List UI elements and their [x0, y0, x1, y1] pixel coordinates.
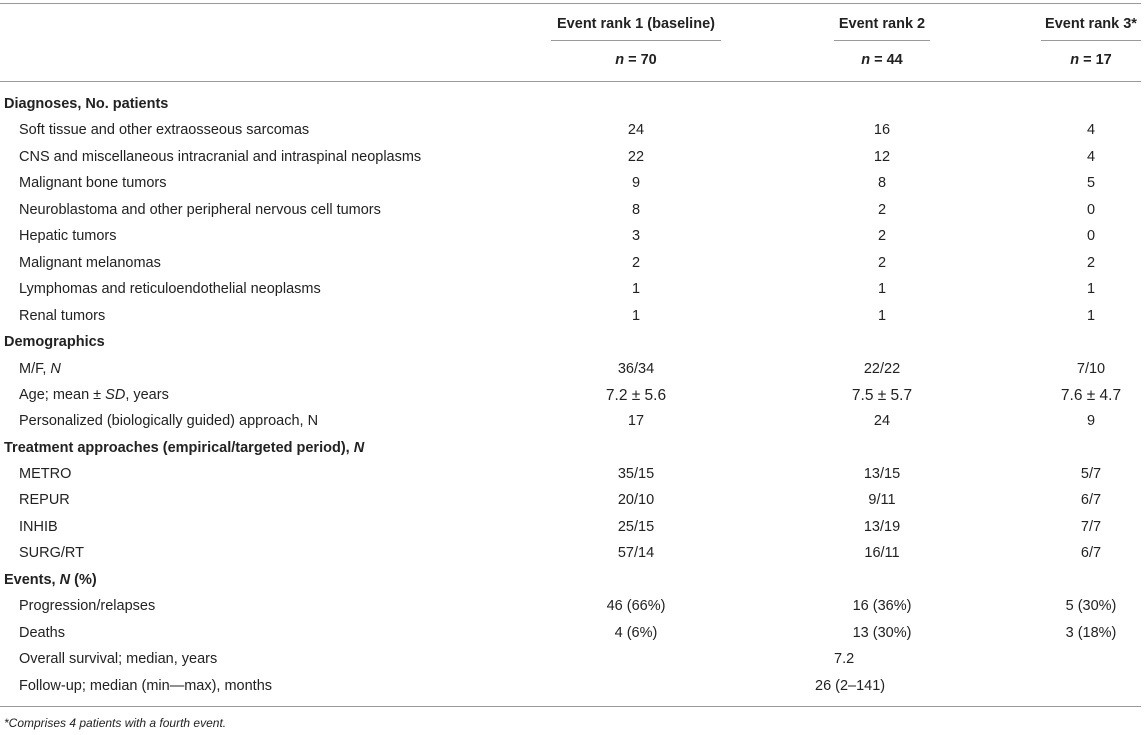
- cell-rank-2: 16: [873, 122, 891, 138]
- cell-rank-1: 8: [631, 202, 641, 218]
- cell-rank-1: 24: [627, 122, 645, 138]
- cell-rank-3: 4: [1086, 122, 1096, 138]
- row-label: Age; mean ± SD, years: [19, 387, 169, 403]
- row-label: Overall survival; median, years: [19, 651, 218, 667]
- row-label: Malignant melanomas: [19, 255, 161, 271]
- cell-rank-1: 36/34: [617, 361, 655, 377]
- cell-rank-1: 1: [631, 281, 641, 297]
- section-title: Demographics: [4, 334, 105, 350]
- table-row: [0, 308, 1141, 334]
- cell-rank-2: 22/22: [863, 361, 901, 377]
- section-treatment: [0, 440, 1141, 466]
- table-top-rule: [0, 3, 1141, 4]
- cell-rank-3: 6/7: [1080, 545, 1102, 561]
- cell-rank-1: 17: [627, 413, 645, 429]
- table-row: [0, 281, 1141, 307]
- cell-rank-1: 20/10: [617, 492, 655, 508]
- cell-rank-1: 25/15: [617, 519, 655, 535]
- row-label: Progression/relapses: [19, 598, 156, 614]
- cell-rank-2: 2: [877, 255, 887, 271]
- table-row: [0, 387, 1141, 413]
- cell-rank-3: 1: [1086, 308, 1096, 324]
- cell-rank-2: 1: [877, 308, 887, 324]
- table-row: [0, 466, 1141, 492]
- row-label: METRO: [19, 466, 72, 482]
- section-title: Diagnoses, No. patients: [4, 96, 169, 112]
- cell-rank-3: 5/7: [1080, 466, 1102, 482]
- cell-rank-3: 0: [1086, 228, 1096, 244]
- cell-rank-2: 2: [877, 228, 887, 244]
- column-header-rank-1: Event rank 1 (baseline): [557, 16, 715, 32]
- section-diagnoses: [0, 96, 1141, 122]
- cell-rank-2: 13 (30%): [852, 625, 912, 641]
- n-header-rank-3: n = 17: [1070, 52, 1112, 68]
- cell-rank-2: 2: [877, 202, 887, 218]
- section-events: [0, 572, 1141, 598]
- row-label: REPUR: [19, 492, 70, 508]
- cell-rank-2: 13/15: [863, 466, 901, 482]
- row-label: Follow-up; median (min—max), months: [19, 678, 273, 694]
- table-row: [0, 413, 1141, 439]
- table-row: [0, 149, 1141, 175]
- table-row: [0, 598, 1141, 624]
- cell-rank-2: 24: [873, 413, 891, 429]
- section-title: Treatment approaches (empirical/targeted period), N: [4, 440, 365, 456]
- cell-rank-3: 5: [1086, 175, 1096, 191]
- cell-rank-1: 3: [631, 228, 641, 244]
- section-title: Events, N (%): [4, 572, 97, 588]
- cell-rank-3: 9: [1086, 413, 1096, 429]
- cell-rank-1: 7.2 ± 5.6: [605, 387, 667, 404]
- row-label: Hepatic tumors: [19, 228, 117, 244]
- cell-rank-2: 1: [877, 281, 887, 297]
- table-row: [0, 625, 1141, 651]
- cell-merged-value: 26 (2–141): [815, 678, 886, 694]
- table-row: [0, 678, 1141, 704]
- column-header-rule-3: [1041, 40, 1141, 41]
- cell-rank-1: 46 (66%): [606, 598, 666, 614]
- table-bottom-rule: [0, 706, 1141, 707]
- n-header-rank-1: n = 70: [615, 52, 657, 68]
- cell-rank-2: 12: [873, 149, 891, 165]
- cell-rank-2: 9/11: [868, 492, 896, 508]
- table-row: [0, 545, 1141, 571]
- cell-rank-1: 22: [627, 149, 645, 165]
- cell-rank-3: 4: [1086, 149, 1096, 165]
- cell-rank-3: 3 (18%): [1065, 625, 1117, 641]
- cell-rank-2: 16 (36%): [852, 598, 912, 614]
- table-row: [0, 122, 1141, 148]
- cell-rank-2: 8: [877, 175, 887, 191]
- cell-rank-2: 13/19: [863, 519, 901, 535]
- cell-rank-3: 5 (30%): [1065, 598, 1117, 614]
- table-row: [0, 361, 1141, 387]
- cell-rank-1: 4 (6%): [614, 625, 658, 641]
- cell-rank-3: 7/10: [1076, 361, 1106, 377]
- column-header-rank-3: Event rank 3*: [1045, 16, 1137, 32]
- row-label: Renal tumors: [19, 308, 106, 324]
- table-row: [0, 175, 1141, 201]
- table-footnote: *Comprises 4 patients with a fourth event.: [4, 716, 227, 730]
- table-row: [0, 255, 1141, 281]
- table-row: [0, 492, 1141, 518]
- cell-rank-1: 9: [631, 175, 641, 191]
- section-demographics: [0, 334, 1141, 360]
- n-header-rank-2: n = 44: [861, 52, 903, 68]
- cell-rank-3: 1: [1086, 281, 1096, 297]
- row-label: M/F, N: [19, 361, 61, 377]
- cell-rank-1: 1: [631, 308, 641, 324]
- column-header-rule-2: [834, 40, 930, 41]
- row-label: Lymphomas and reticuloendothelial neoplasms: [19, 281, 321, 297]
- row-label: SURG/RT: [19, 545, 84, 561]
- cell-rank-3: 6/7: [1080, 492, 1102, 508]
- cell-rank-1: 57/14: [617, 545, 655, 561]
- table-row: [0, 228, 1141, 254]
- row-label: CNS and miscellaneous intracranial and intraspinal neoplasms: [19, 149, 422, 165]
- row-label: Personalized (biologically guided) approach, N: [19, 413, 319, 429]
- cell-rank-1: 35/15: [617, 466, 655, 482]
- cell-rank-2: 16/11: [864, 545, 900, 561]
- table-row: [0, 651, 1141, 677]
- column-header-rank-2: Event rank 2: [838, 16, 926, 32]
- cell-rank-1: 2: [631, 255, 641, 271]
- cell-rank-3: 2: [1086, 255, 1096, 271]
- row-label: Malignant bone tumors: [19, 175, 167, 191]
- cell-rank-3: 7/7: [1080, 519, 1102, 535]
- row-label: Soft tissue and other extraosseous sarcomas: [19, 122, 310, 138]
- column-header-rule-1: [551, 40, 721, 41]
- table-row: [0, 202, 1141, 228]
- row-label: Deaths: [19, 625, 65, 641]
- header-bottom-rule: [0, 81, 1141, 82]
- cell-rank-3: 0: [1086, 202, 1096, 218]
- table-row: [0, 519, 1141, 545]
- row-label: Neuroblastoma and other peripheral nervous cell tumors: [19, 202, 381, 218]
- cell-merged-value: 7.2: [834, 651, 855, 667]
- cell-rank-2: 7.5 ± 5.7: [851, 387, 913, 404]
- row-label: INHIB: [19, 519, 58, 535]
- cell-rank-3: 7.6 ± 4.7: [1060, 387, 1122, 404]
